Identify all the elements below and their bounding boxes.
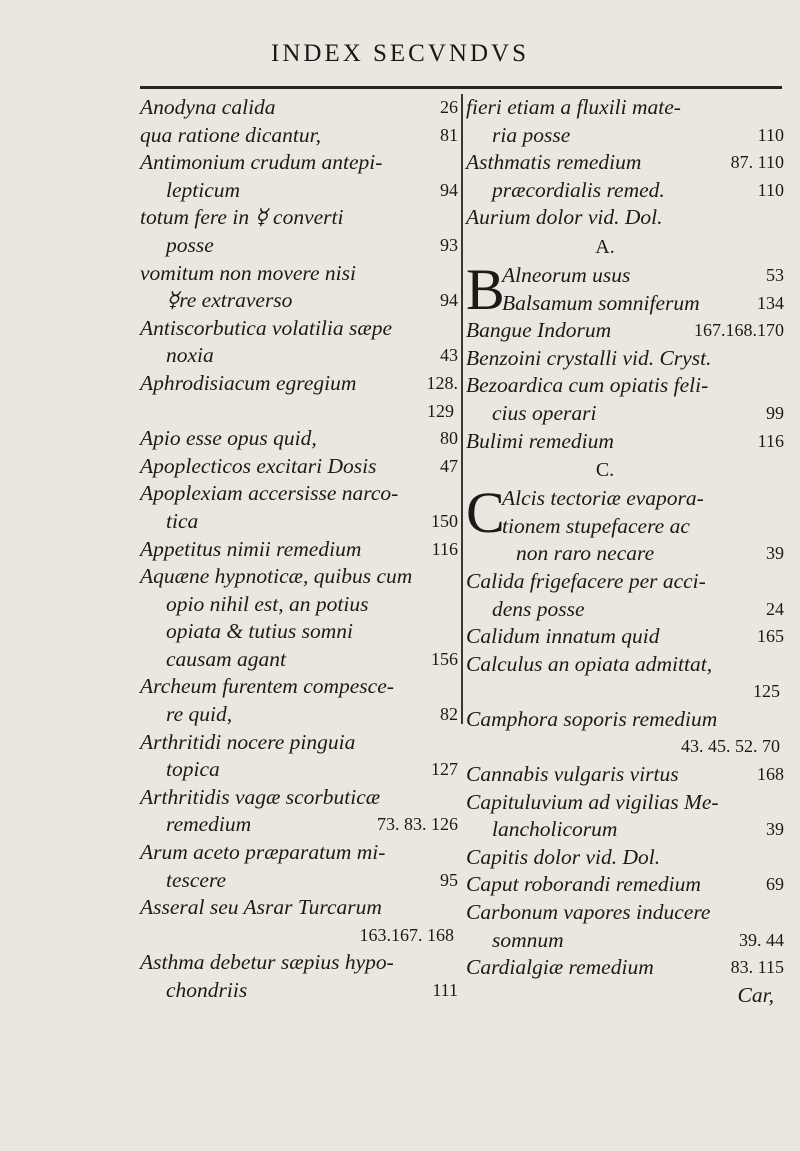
entry-text: Asthmatis remedium [466, 150, 642, 175]
page-reference: 94 [440, 290, 458, 311]
index-line [466, 122, 784, 150]
index-line [466, 816, 784, 844]
index-entry [140, 315, 458, 370]
index-line [466, 204, 784, 232]
index-line [140, 342, 458, 370]
entry-text: Benzoini crystalli vid. Cryst. [466, 345, 712, 370]
page-reference: 116 [757, 430, 784, 451]
page-reference: 94 [440, 179, 458, 200]
index-entry [466, 204, 784, 232]
index-line [140, 398, 458, 426]
page-reference: 73. 83. 126 [377, 814, 458, 835]
index-line [140, 811, 458, 839]
entry-text: Calida frigefacere per acci- [466, 568, 706, 593]
page-reference [452, 480, 458, 508]
index-line [140, 701, 458, 729]
index-line [140, 894, 458, 922]
page-reference: 82 [440, 704, 458, 725]
page-reference [452, 149, 458, 177]
index-line [140, 425, 458, 453]
entry-text: opiata & tutius somni [166, 619, 353, 644]
entry-text: cius operari [492, 400, 597, 425]
index-line [140, 673, 458, 701]
index-line [466, 678, 784, 706]
index-line [140, 536, 458, 564]
dropcap-block-b [466, 256, 784, 322]
page-reference: 26 [440, 97, 458, 117]
index-entry [140, 204, 458, 259]
entry-text: Apio esse opus quid, [140, 426, 317, 451]
index-line [466, 372, 784, 400]
left-column [140, 94, 458, 1005]
page-reference: 69 [766, 874, 784, 895]
index-entry [140, 94, 458, 122]
index-entry [466, 706, 784, 761]
index-entry [502, 262, 784, 317]
index-entry [466, 568, 784, 623]
index-entry [140, 536, 458, 564]
index-line [502, 485, 784, 513]
index-line [140, 260, 458, 288]
page-reference [778, 844, 784, 872]
index-line [140, 370, 458, 398]
index-entry [140, 425, 458, 453]
index-entry [140, 370, 458, 425]
page-reference [778, 345, 784, 373]
entry-text: Anodyna calida [140, 95, 276, 119]
entry-text: Antimonium crudum antepi- [140, 150, 383, 175]
index-entry [140, 949, 458, 1004]
index-entry [140, 149, 458, 204]
index-line [466, 428, 784, 456]
entry-text: tescere [166, 867, 227, 892]
index-line [140, 149, 458, 177]
index-line [466, 789, 784, 817]
index-line [466, 706, 784, 734]
page-reference: 93 [440, 234, 458, 255]
entry-text: Bezoardica cum opiatis feli- [466, 373, 709, 398]
entry-text: ria posse [492, 122, 571, 147]
entry-text: Carbonum vapores inducere [466, 900, 711, 925]
entry-text: lancholicorum [492, 817, 618, 842]
index-line [140, 729, 458, 757]
entry-text: vomitum non movere nisi [140, 260, 356, 285]
page-reference: 156 [431, 648, 458, 669]
index-entry [466, 345, 784, 373]
index-entry [466, 954, 784, 982]
index-line [140, 977, 458, 1005]
page-reference: 81 [440, 124, 458, 145]
page-reference: 110 [757, 179, 784, 200]
entry-text: tionem stupefacere ac [502, 513, 690, 538]
entry-text: non raro necare [516, 541, 655, 566]
index-line [140, 480, 458, 508]
column-divider [461, 94, 463, 724]
entry-text: Aurium dolor vid. Dol. [466, 205, 663, 230]
page-reference: 39 [766, 543, 784, 564]
page-reference: 128. [426, 372, 458, 393]
page-reference: 39. 44 [739, 929, 784, 950]
dropcap-block-c [466, 480, 784, 546]
index-line [466, 844, 784, 872]
entry-text: Arum aceto præparatum mi- [140, 840, 386, 865]
right-column [466, 94, 784, 1009]
page-reference [778, 204, 784, 232]
page-reference [778, 568, 784, 596]
entry-text: præcordialis remed. [492, 177, 665, 202]
page-reference: 95 [440, 869, 458, 890]
dropcap-b: B [466, 256, 505, 322]
index-line [466, 761, 784, 789]
page-reference [778, 372, 784, 400]
index-entry [466, 871, 784, 899]
page-reference: 134 [757, 292, 784, 313]
section-letter-c: C. [595, 459, 615, 482]
index-line [140, 94, 458, 122]
index-entry [466, 651, 784, 706]
index-entry [140, 784, 458, 839]
page-reference [778, 485, 784, 513]
entry-text: Bulimi remedium [466, 428, 614, 453]
page-reference: 43. 45. 52. 70 [681, 736, 780, 757]
index-line [140, 949, 458, 977]
entry-text: Alcis tectoriæ evapora- [502, 486, 704, 511]
index-line [140, 591, 458, 619]
page-reference: 163.167. 168 [359, 924, 454, 945]
page-reference: 125 [753, 681, 780, 702]
page-reference [778, 706, 784, 734]
index-entry [140, 563, 458, 673]
page-reference: 39 [766, 819, 784, 840]
entry-text: Cardialgiæ remedium [466, 955, 654, 980]
page-reference [778, 513, 784, 541]
page-reference: 116 [431, 538, 458, 559]
index-line [140, 287, 458, 315]
page-reference: 99 [766, 402, 784, 423]
index-line [466, 871, 784, 899]
index-entry [466, 623, 784, 651]
page-reference [452, 618, 458, 646]
index-entry [466, 149, 784, 177]
page-reference [778, 94, 784, 122]
index-entry [466, 789, 784, 844]
entry-text: Cannabis vulgaris virtus [466, 762, 679, 787]
entry-text: Asseral seu Asrar Turcarum [140, 895, 382, 920]
page-reference: 167.168.170 [694, 320, 784, 341]
index-line [466, 899, 784, 927]
index-line [502, 513, 784, 541]
page-reference [452, 839, 458, 867]
entry-text: somnum [492, 927, 564, 952]
page-reference [452, 729, 458, 757]
entry-text: posse [166, 232, 214, 257]
index-line [466, 540, 784, 568]
index-line [140, 204, 458, 232]
index-line [466, 651, 784, 679]
entry-text: Capitis dolor vid. Dol. [466, 844, 661, 869]
index-line [502, 290, 784, 318]
index-line [140, 177, 458, 205]
page-reference: 53 [766, 264, 784, 285]
page-reference [452, 673, 458, 701]
entry-text: Alneorum usus [502, 262, 631, 287]
entry-text: fieri etiam a fluxili mate- [466, 95, 681, 119]
index-line [466, 177, 784, 205]
entry-text: Asthma debetur sæpius hypo- [140, 950, 394, 975]
entry-text: tica [166, 508, 199, 533]
page-reference [778, 651, 784, 679]
entry-text: Appetitus nimii remedium [140, 536, 362, 561]
entry-text: chondriis [166, 978, 248, 1002]
page-reference: 150 [431, 510, 458, 531]
entry-text: Balsamum somniferum [502, 290, 700, 315]
page-reference: 165 [757, 626, 784, 647]
entry-text: Archeum furentem compesce- [140, 674, 394, 699]
page-reference [452, 894, 458, 922]
index-line [466, 568, 784, 596]
index-line [140, 867, 458, 895]
page-reference [452, 591, 458, 619]
page-reference: 43 [440, 345, 458, 366]
page-reference: 80 [440, 428, 458, 449]
index-entry [466, 899, 784, 954]
index-line [140, 232, 458, 260]
index-line [140, 618, 458, 646]
entry-text: Camphora soporis remedium [466, 706, 718, 731]
index-line [466, 149, 784, 177]
index-line [140, 784, 458, 812]
entry-text: opio nihil est, an potius [166, 591, 369, 616]
entry-text: Calculus an opiata admittat, [466, 651, 713, 676]
index-line [466, 927, 784, 955]
index-line [140, 839, 458, 867]
index-line [140, 315, 458, 343]
index-line [140, 922, 458, 950]
entry-text: remedium [166, 812, 252, 837]
index-line [466, 94, 784, 122]
index-entry [140, 480, 458, 535]
page-reference [452, 784, 458, 812]
entry-text: Arthritidis vagæ scorbuticæ [140, 784, 381, 809]
index-line [502, 262, 784, 290]
page-header: INDEX SECVNDVS [271, 40, 529, 67]
entry-text: topica [166, 757, 220, 782]
index-line [140, 563, 458, 591]
index-line [466, 317, 784, 345]
catchword: Car, [737, 982, 774, 1007]
index-entry [140, 894, 458, 949]
index-entry [466, 372, 784, 427]
page-reference: 87. 110 [730, 152, 784, 173]
page-reference: 24 [766, 598, 784, 619]
page-reference [452, 949, 458, 977]
index-entry [466, 540, 784, 568]
entry-text: Aquæne hypnoticæ, quibus cum [140, 564, 413, 589]
page-reference [452, 563, 458, 591]
entry-text: Arthritidi nocere pinguia [140, 729, 356, 754]
page-reference: 111 [432, 980, 458, 1000]
entry-text: causam agant [166, 646, 287, 671]
index-entry [466, 177, 784, 205]
entry-text: dens posse [492, 596, 585, 621]
entry-text: Antiscorbutica volatilia sæpe [140, 315, 393, 340]
entry-text: noxia [166, 343, 214, 368]
index-entry [502, 485, 784, 540]
index-entry [466, 844, 784, 872]
index-line [140, 508, 458, 536]
index-entry [140, 260, 458, 315]
page-reference [452, 260, 458, 288]
index-entry [140, 673, 458, 728]
entry-text: Caput roborandi remedium [466, 872, 701, 897]
entry-text: qua ratione dicantur, [140, 122, 321, 147]
page-reference: 129 [427, 400, 454, 421]
index-entry [140, 729, 458, 784]
page-reference: 47 [440, 455, 458, 476]
index-line [466, 623, 784, 651]
entry-text: re quid, [166, 702, 233, 727]
index-entry [466, 761, 784, 789]
entry-text: Bangue Indorum [466, 318, 612, 343]
entry-text: Capituluvium ad vigilias Me- [466, 789, 719, 814]
entry-text: Calidum innatum quid [466, 624, 660, 649]
entry-text: Apoplecticos excitari Dosis [140, 453, 377, 478]
index-line [466, 400, 784, 428]
index-line [140, 646, 458, 674]
index-entry [140, 453, 458, 481]
index-line [140, 756, 458, 784]
entry-text: Apoplexiam accersisse narco- [140, 481, 399, 506]
index-line [466, 733, 784, 761]
index-entry [140, 839, 458, 894]
page-reference [778, 899, 784, 927]
entry-text: lepticum [166, 177, 241, 202]
index-line [466, 596, 784, 624]
index-entry [466, 428, 784, 456]
index-entry [140, 122, 458, 150]
page-reference [452, 315, 458, 343]
dropcap-c: C [466, 480, 505, 546]
index-line [466, 345, 784, 373]
index-line [140, 122, 458, 150]
entry-text: ☿re extraverso [166, 288, 293, 313]
index-line [466, 954, 784, 982]
page-reference [452, 204, 458, 232]
page-reference [778, 789, 784, 817]
index-entry [466, 94, 784, 149]
header-rule [140, 86, 782, 89]
index-entry [466, 317, 784, 345]
page-reference: 168 [757, 764, 784, 785]
page-reference: 83. 115 [730, 957, 784, 978]
entry-text: Aphrodisiacum egregium [140, 370, 357, 395]
page-reference: 110 [757, 124, 784, 145]
page-reference: 127 [431, 759, 458, 780]
section-letter-a: A. [595, 235, 615, 258]
index-line [140, 453, 458, 481]
entry-text: totum fere in ☿ converti [140, 205, 344, 230]
